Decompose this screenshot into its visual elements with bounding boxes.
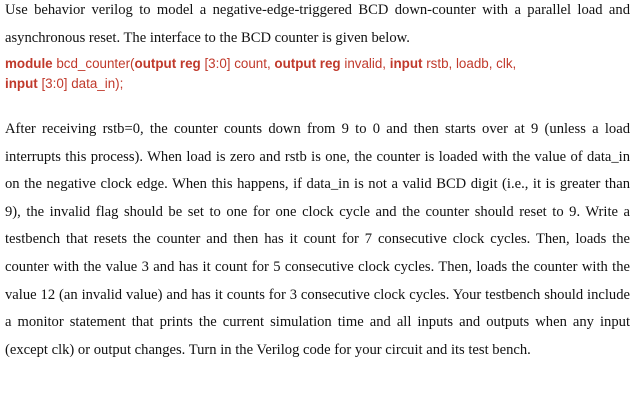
- code-keyword-input: input: [389, 56, 423, 71]
- code-keyword-output-reg: output reg: [274, 56, 341, 71]
- description-paragraph: After receiving rstb=0, the counter counts down from 9 to 0 and then starts over at 9 (unless a load interrupts this process). When load is zero and rstb is one, the counter is loaded with the value of data_in on the negative clock edge. When this happens, if data_in is not a valid BCD digit (i.e., it is greater than 9), the invalid flag should be set to one for one clock cycle and the counter should reset to 9. Write a testbench that resets the counter and then has it count for 7 consecutive clock cycles. Then, loads the counter with the value 3 and has it count for 5 consecutive clock cycles. Then, loads the counter with the value 12 (an invalid value) and has it counts for 3 consecutive clock cycles. Your testbench should include a monitor statement that prints the current simulation time and all inputs and outputs when any input (except clk) or output changes. Turn in the Verilog code for your circuit and its test bench.: [5, 121, 630, 358]
- code-keyword-output-reg: output reg: [134, 56, 201, 71]
- code-port-invalid: invalid,: [340, 56, 390, 71]
- code-module-name: bcd_counter(: [52, 56, 135, 71]
- code-port-inputs: rstb, loadb, clk,: [422, 56, 517, 71]
- intro-paragraph: Use behavior verilog to model a negative-edge-triggered BCD down-counter with a parallel load and asynchronous reset. The interface to the BCD counter is given below.: [5, 2, 630, 46]
- verilog-module-declaration: [5, 54, 630, 94]
- code-port-count: [3:0] count,: [200, 56, 275, 71]
- code-keyword-module: module: [5, 56, 53, 71]
- code-port-data-in: [3:0] data_in);: [37, 76, 124, 91]
- code-keyword-input: input: [5, 76, 38, 91]
